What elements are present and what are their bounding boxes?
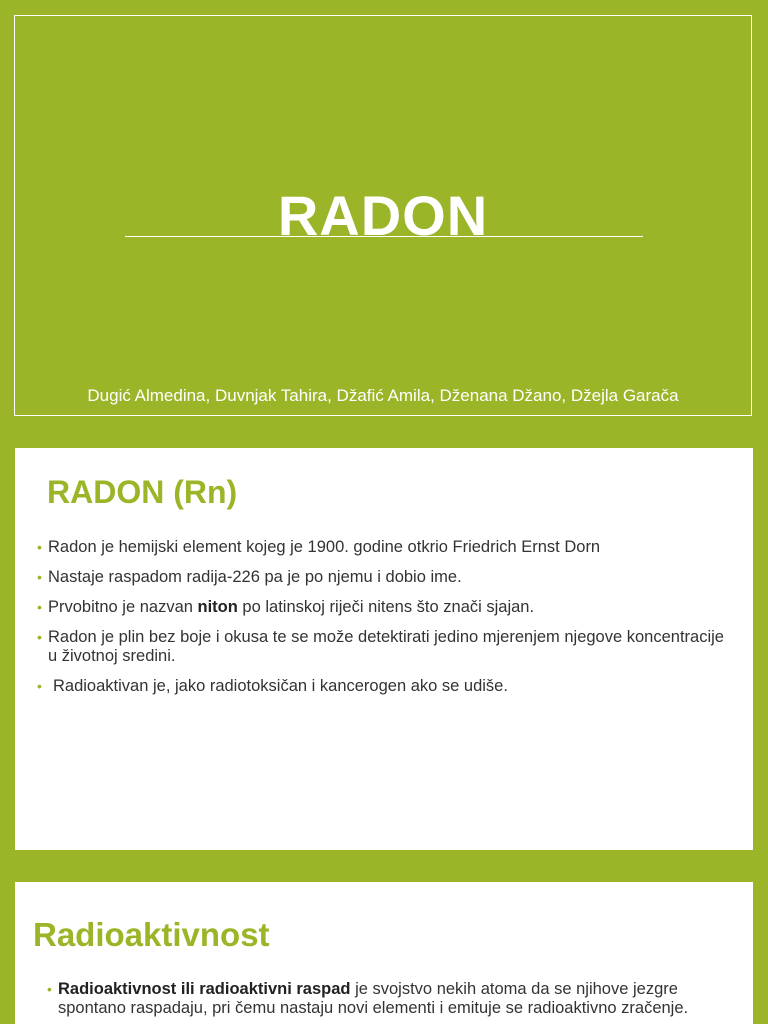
bullet-text-bold: niton [197, 598, 238, 616]
slide-radon-rn [15, 448, 753, 850]
bullet-text [58, 980, 688, 1017]
title-divider [125, 236, 643, 237]
list-item [37, 538, 727, 557]
bullet-text: Radon je hemijski element kojeg je 1900. godine otkrio Friedrich Ernst Dorn [48, 538, 601, 556]
bullet-dot-icon: • [37, 539, 42, 555]
bullet-list [37, 538, 727, 707]
list-item [47, 980, 727, 1018]
bullet-text: Radon je plin bez boje i okusa te se može detektirati jedino mjerenjem njegove koncentracije u životnoj sredini. [48, 628, 724, 665]
bullet-text-pre: Prvobitno je nazvan [48, 598, 198, 616]
bullet-dot-icon: • [47, 981, 52, 997]
bullet-text-bold: Radioaktivnost ili radioaktivni raspad [58, 980, 351, 998]
list-item [37, 598, 727, 617]
bullet-text-post: je svojstvo nekih atoma da se njihove jezgre spontano raspadaju, pri čemu nastaju novi elementi i emituje se radioaktivno zračenje. [58, 980, 689, 1017]
list-item [37, 628, 727, 666]
slide-radioaktivnost [15, 882, 753, 1024]
bullet-text-post: po latinskoj riječi nitens što znači sjajan. [237, 598, 535, 616]
bullet-dot-icon: • [37, 629, 42, 645]
title-slide [14, 15, 752, 416]
author-list: Dugić Almedina, Duvnjak Tahira, Džafić Amila, Dženana Džano, Džejla Garača [87, 386, 679, 405]
bullet-dot-icon: • [37, 599, 42, 615]
bullet-text: Nastaje raspadom radija-226 pa je po njemu i dobio ime. [48, 568, 462, 586]
slide-heading: Radioaktivnost [33, 916, 270, 953]
bullet-text: Radioaktivan je, jako radiotoksičan i kancerogen ako se udiše. [53, 677, 508, 695]
slide-heading: RADON (Rn) [47, 474, 238, 510]
bullet-dot-icon: • [37, 678, 42, 694]
list-item [37, 568, 727, 587]
bullet-list [47, 980, 727, 1024]
slide-title: RADON [277, 184, 489, 247]
list-item [37, 677, 727, 696]
bullet-text [48, 598, 534, 616]
bullet-dot-icon: • [37, 569, 42, 585]
